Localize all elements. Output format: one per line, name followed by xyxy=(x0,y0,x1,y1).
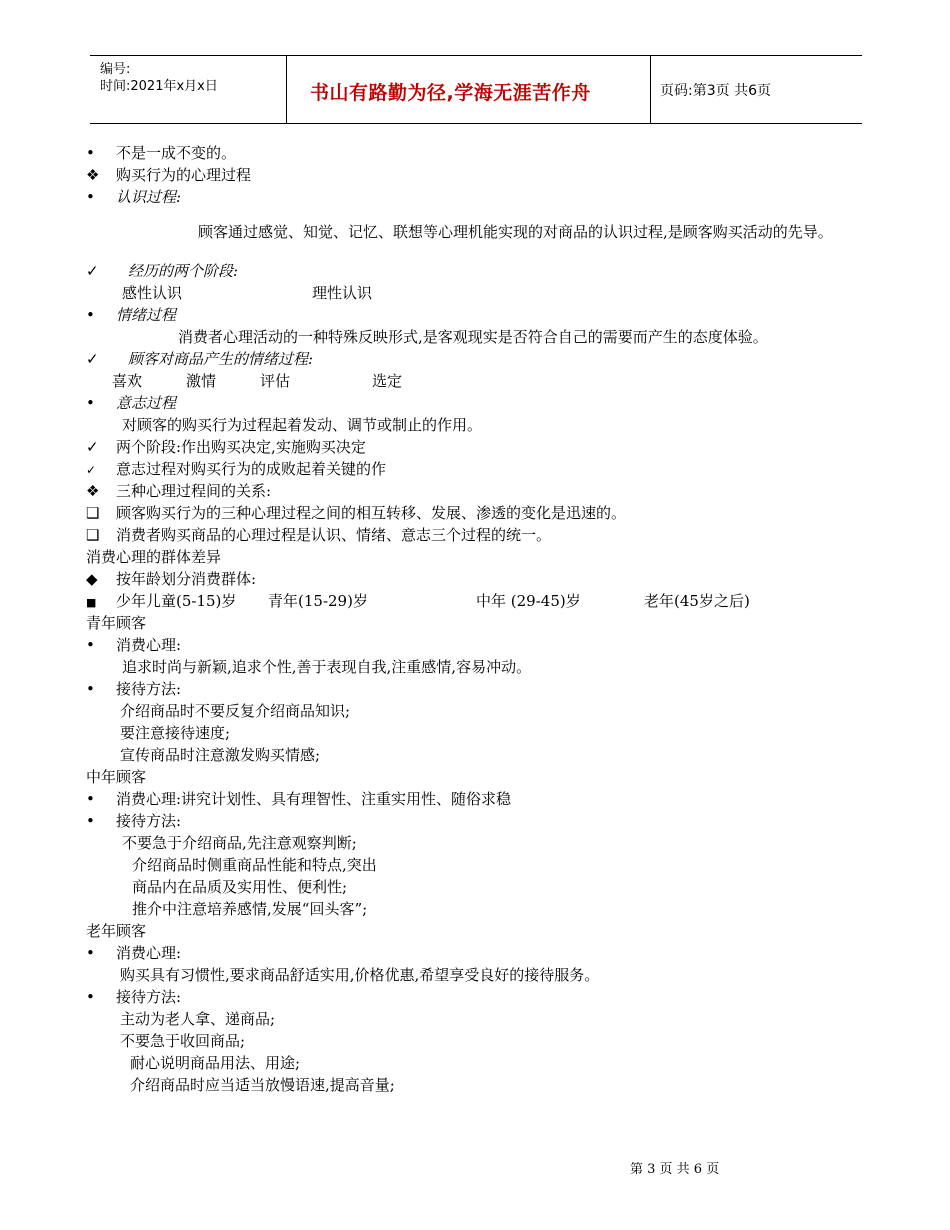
page-footer: 第 3 页 共 6 页 xyxy=(630,1162,720,1177)
header-divider xyxy=(286,56,287,123)
list-item: ✓ 经历的两个阶段: xyxy=(86,262,239,280)
paragraph: 介绍商品时应当适当放慢语速,提高音量; xyxy=(130,1076,395,1094)
list-item: • 意志过程 xyxy=(86,394,177,412)
bullet-dot-icon: • xyxy=(86,944,95,962)
paragraph: 介绍商品时不要反复介绍商品知识; xyxy=(120,702,351,720)
list-item: • 不是一成不变的。 xyxy=(86,144,237,162)
section-heading: 消费心理的群体差异 xyxy=(86,548,222,566)
list-item: • 情绪过程 xyxy=(86,306,177,324)
checkmark-icon: ✓ xyxy=(86,262,99,280)
list-item: ✓ 两个阶段:作出购买决定,实施购买决定 xyxy=(86,438,366,456)
paragraph: 购买具有习惯性,要求商品舒适实用,价格优惠,希望享受良好的接待服务。 xyxy=(120,966,600,984)
list-item: • 接待方法: xyxy=(86,812,182,830)
checkmark-icon: ✓ xyxy=(86,350,99,368)
section-heading: 中年顾客 xyxy=(86,768,147,786)
document-time-label: 时间:2021年x月x日 xyxy=(100,79,218,94)
list-item: • 消费心理: xyxy=(86,944,182,962)
section-heading: 老年顾客 xyxy=(86,922,147,940)
section-heading: ❖ 三种心理过程间的关系: xyxy=(86,482,272,500)
paragraph: 要注意接待速度; xyxy=(120,724,231,742)
paragraph: 推介中注意培养感情,发展“回头客”; xyxy=(132,900,368,918)
list-item: • 认识过程: xyxy=(86,188,182,206)
checkmark-icon: ✓ xyxy=(86,463,97,477)
list-item: ■ 少年儿童(5-15)岁 青年(15-29)岁 中年 (29-45)岁 老年(45岁之后) xyxy=(86,590,876,612)
bullet-dot-icon: • xyxy=(86,394,95,412)
paragraph: 不要急于收回商品; xyxy=(120,1032,246,1050)
list-item: 感性认识 理性认识 xyxy=(122,284,373,302)
list-item: • 消费心理:讲究计划性、具有理智性、注重实用性、随俗求稳 xyxy=(86,790,512,808)
bullet-dot-icon: • xyxy=(86,188,95,206)
list-item: ❑ 消费者购买商品的心理过程是认识、情绪、意志三个过程的统一。 xyxy=(86,526,552,544)
paragraph: 主动为老人拿、递商品; xyxy=(120,1010,276,1028)
bullet-diamond-cross-icon: ❖ xyxy=(86,166,100,184)
header-motto: 书山有路勤为径,学海无涯苦作舟 xyxy=(310,82,591,104)
bullet-dot-icon: • xyxy=(86,636,95,654)
paragraph: 追求时尚与新颖,追求个性,善于表现自我,注重感情,容易冲动。 xyxy=(122,658,532,676)
document-number-label: 编号: xyxy=(100,62,131,77)
paragraph: 商品内在品质及实用性、便利性; xyxy=(132,878,348,896)
square-bullet-icon: ❑ xyxy=(86,504,100,522)
paragraph: 宣传商品时注意激发购买情感; xyxy=(120,746,321,764)
section-heading: 青年顾客 xyxy=(86,614,147,632)
diamond-bullet-icon: ◆ xyxy=(86,570,98,588)
bullet-diamond-cross-icon: ❖ xyxy=(86,482,100,500)
list-item: • 接待方法: xyxy=(86,988,182,1006)
bullet-dot-icon: • xyxy=(86,812,95,830)
list-item: • 接待方法: xyxy=(86,680,182,698)
bullet-dot-icon: • xyxy=(86,306,95,324)
section-heading: ❖ 购买行为的心理过程 xyxy=(86,166,252,184)
paragraph: 消费者心理活动的一种特殊反映形式,是客观现实是否符合自己的需要而产生的态度体验。 xyxy=(178,328,768,346)
list-item: ✓ 意志过程对购买行为的成败起着关键的作 xyxy=(86,458,876,480)
list-item: • 消费心理: xyxy=(86,636,182,654)
checkmark-icon: ✓ xyxy=(86,438,99,456)
paragraph: 不要急于介绍商品,先注意观察判断; xyxy=(122,834,357,852)
list-item: ❑ 顾客购买行为的三种心理过程之间的相互转移、发展、渗透的变化是迅速的。 xyxy=(86,504,627,522)
header-page-info: 页码:第3页 共6页 xyxy=(660,83,771,99)
bullet-dot-icon: • xyxy=(86,988,95,1006)
square-bullet-icon: ❑ xyxy=(86,526,100,544)
bullet-dot-icon: • xyxy=(86,680,95,698)
page-header xyxy=(90,55,862,124)
paragraph: 顾客通过感觉、知觉、记忆、联想等心理机能实现的对商品的认识过程,是顾客购买活动的先导。 xyxy=(198,223,833,241)
small-square-bullet-icon: ■ xyxy=(86,596,97,609)
list-item: ◆ 按年龄划分消费群体: xyxy=(86,570,257,588)
list-item: 喜欢 激情 评估 选定 xyxy=(112,372,403,390)
bullet-dot-icon: • xyxy=(86,144,95,162)
paragraph: 介绍商品时侧重商品性能和特点,突出 xyxy=(132,856,377,874)
bullet-dot-icon: • xyxy=(86,790,95,808)
paragraph: 耐心说明商品用法、用途; xyxy=(130,1054,301,1072)
header-divider xyxy=(650,56,651,123)
list-item: ✓ 顾客对商品产生的情绪过程: xyxy=(86,350,314,368)
document-body xyxy=(86,142,876,1096)
paragraph: 对顾客的购买行为过程起着发动、调节或制止的作用。 xyxy=(122,416,483,434)
